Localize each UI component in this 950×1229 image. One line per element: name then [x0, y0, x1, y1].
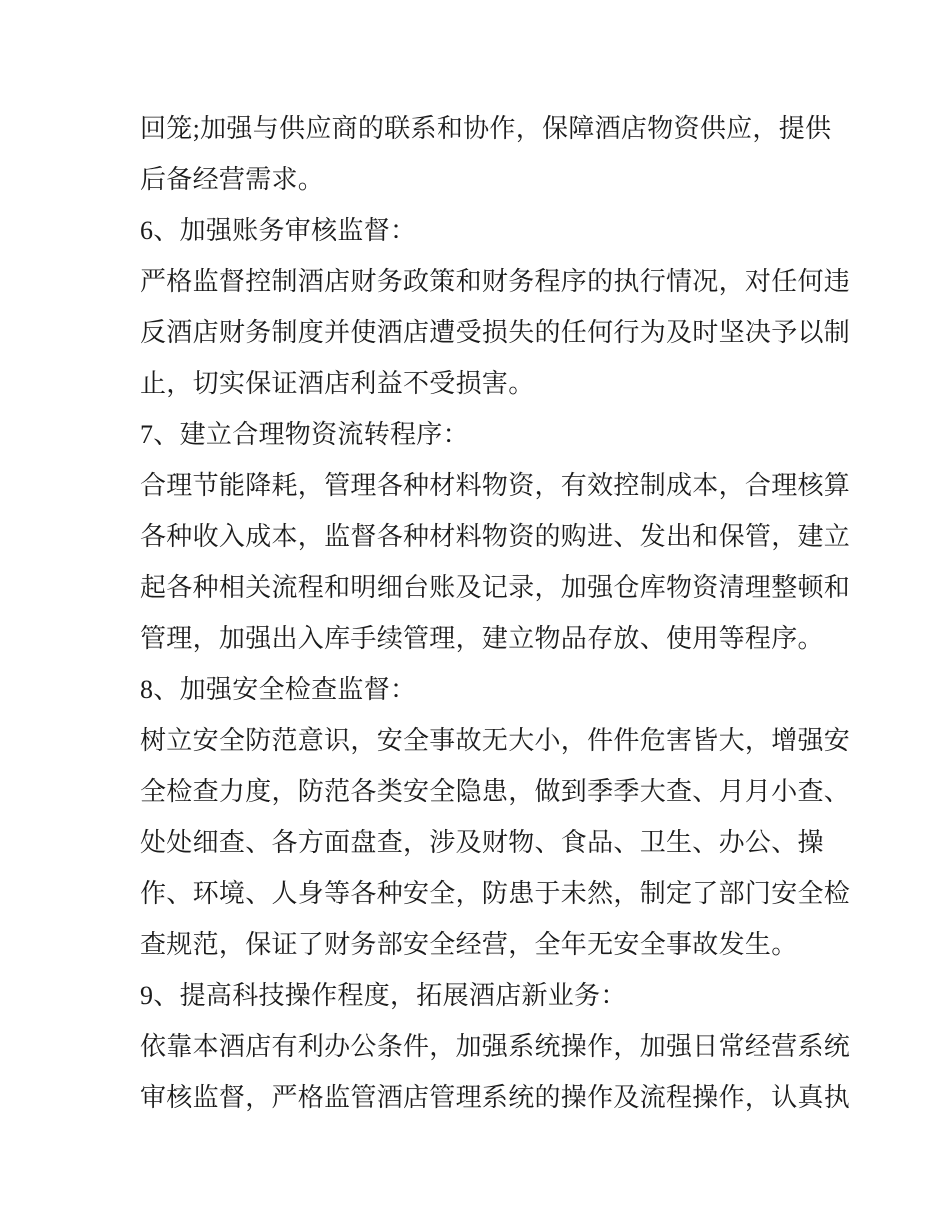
- text-line: 起各种相关流程和明细台账及记录，加强仓库物资清理整顿和: [140, 573, 851, 602]
- text-line: 反酒店财务制度并使酒店遭受损失的任何行为及时坚决予以制: [140, 318, 851, 347]
- section-heading: 6、加强账务审核监督：: [140, 216, 417, 245]
- text-line: 回笼;加强与供应商的联系和协作，保障酒店物资供应，提供: [140, 114, 832, 143]
- text-line: 合理节能降耗，管理各种材料物资，有效控制成本，合理核算: [140, 471, 851, 500]
- text-line: 树立安全防范意识，安全事故无大小，件件危害皆大，增强安: [140, 726, 851, 755]
- text-line: 处处细查、各方面盘查，涉及财物、食品、卫生、办公、操: [140, 828, 824, 857]
- text-line: 审核监督，严格监管酒店管理系统的操作及流程操作，认真执: [140, 1083, 851, 1112]
- text-line: 管理，加强出入库手续管理，建立物品存放、使用等程序。: [140, 624, 824, 653]
- text-line: 后备经营需求。: [140, 165, 325, 194]
- text-line: 作、环境、人身等各种安全，防患于未然，制定了部门安全检: [140, 879, 851, 908]
- text-line: 依靠本酒店有利办公条件，加强系统操作，加强日常经营系统: [140, 1032, 851, 1061]
- section-heading: 7、建立合理物资流转程序：: [140, 420, 469, 449]
- text-line: 全检查力度，防范各类安全隐患，做到季季大查、月月小查、: [140, 777, 851, 806]
- text-line: 各种收入成本，监督各种材料物资的购进、发出和保管，建立: [140, 522, 851, 551]
- section-heading: 8、加强安全检查监督：: [140, 675, 417, 704]
- text-line: 严格监督控制酒店财务政策和财务程序的执行情况，对任何违: [140, 267, 851, 296]
- text-line: 止，切实保证酒店利益不受损害。: [140, 369, 535, 398]
- text-line: 查规范，保证了财务部安全经营，全年无安全事故发生。: [140, 930, 798, 959]
- section-heading: 9、提高科技操作程度，拓展酒店新业务：: [140, 981, 627, 1010]
